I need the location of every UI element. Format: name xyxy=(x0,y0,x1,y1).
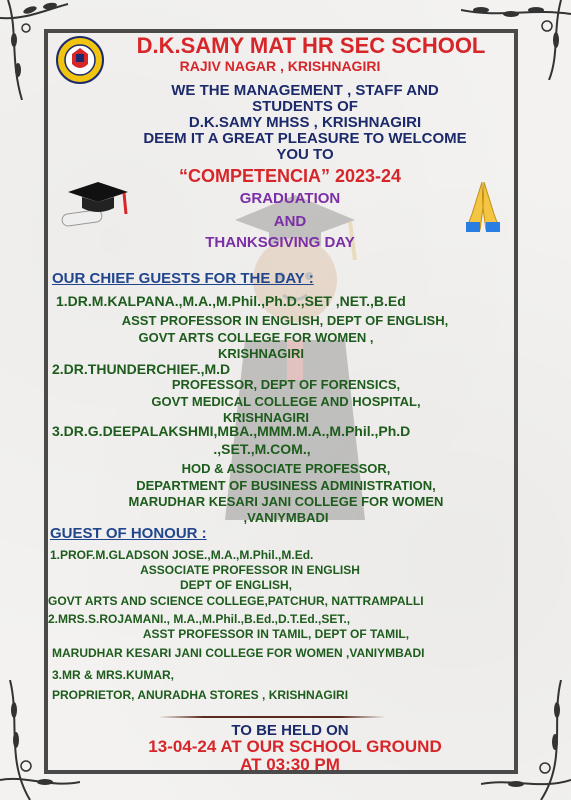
guest-detail: KRISHNAGIRI xyxy=(223,410,309,425)
welcome-line: D.K.SAMY MHSS , KRISHNAGIRI xyxy=(188,114,422,131)
event-title-line: GRADUATION xyxy=(239,190,341,207)
event-name: “COMPETENCIA” 2023-24 xyxy=(178,166,402,186)
held-on-text: TO BE HELD ON xyxy=(231,722,349,739)
guest-name: 1.DR.M.KALPANA.,M.A.,M.Phil.,Ph.D.,SET ,NET.,B.Ed xyxy=(56,293,406,309)
honour-detail: ASST PROFESSOR IN TAMIL, DEPT OF TAMIL, xyxy=(142,627,410,641)
honour-detail: DEPT OF ENGLISH, xyxy=(179,578,292,592)
praying-hands-icon xyxy=(466,178,500,239)
honour-name: 1.PROF.M.GLADSON JOSE.,M.A.,M.Phil.,M.Ed. xyxy=(50,548,314,562)
guest-detail: ,VANIYMBADI xyxy=(243,510,329,525)
guest-detail: GOVT ARTS COLLEGE FOR WOMEN , xyxy=(138,330,374,345)
graduation-cap-icon xyxy=(58,178,130,239)
guest-detail: HOD & ASSOCIATE PROFESSOR, xyxy=(181,461,391,476)
guest-detail: MARUDHAR KESARI JANI COLLEGE FOR WOMEN xyxy=(128,494,444,509)
event-date: 13-04-24 AT OUR SCHOOL GROUND xyxy=(148,737,442,756)
event-time: AT 03:30 PM xyxy=(240,755,340,774)
guest-detail: KRISHNAGIRI xyxy=(218,346,304,361)
divider xyxy=(158,716,386,718)
honour-detail: MARUDHAR KESARI JANI COLLEGE FOR WOMEN ,VANIYMBADI xyxy=(52,646,425,660)
guest-name: 3.DR.G.DEEPALAKSHMI,MBA.,MMM.M.A.,M.Phil.,Ph.D xyxy=(52,423,411,439)
chief-guests-heading: OUR CHIEF GUESTS FOR THE DAY : xyxy=(52,270,314,287)
welcome-line: YOU TO xyxy=(276,146,334,163)
floral-corner-icon xyxy=(481,680,571,800)
honour-name: 2.MRS.S.ROJAMANI., M.A.,M.Phil.,B.Ed.,D.T.Ed.,SET., xyxy=(48,612,351,626)
honour-detail: GOVT ARTS AND SCIENCE COLLEGE,PATCHUR, NATTRAMPALLI xyxy=(48,594,424,608)
guest-detail: PROFESSOR, DEPT OF FORENSICS, xyxy=(171,377,401,392)
welcome-line: DEEM IT A GREAT PLEASURE TO WELCOME xyxy=(143,130,467,147)
welcome-line: WE THE MANAGEMENT , STAFF AND xyxy=(171,82,439,99)
guest-name: 2.DR.THUNDERCHIEF.,M.D xyxy=(52,361,231,377)
honour-detail: PROPRIETOR, ANURADHA STORES , KRISHNAGIRI xyxy=(52,688,349,702)
honour-detail: ASSOCIATE PROFESSOR IN ENGLISH xyxy=(140,563,360,577)
guest-detail: ASST PROFESSOR IN ENGLISH, DEPT OF ENGLISH, xyxy=(121,313,449,328)
school-name: D.K.SAMY MAT HR SEC SCHOOL xyxy=(136,33,486,58)
honour-name: 3.MR & MRS.KUMAR, xyxy=(52,668,174,682)
school-location: RAJIV NAGAR , KRISHNAGIRI xyxy=(179,58,381,74)
event-title-line: AND xyxy=(273,213,307,230)
welcome-line: STUDENTS OF xyxy=(252,98,358,115)
guest-detail: GOVT MEDICAL COLLEGE AND HOSPITAL, xyxy=(151,394,421,409)
guest-name: .,SET.,M.COM., xyxy=(213,441,311,457)
event-title-line: THANKSGIVING DAY xyxy=(205,234,355,251)
guest-detail: DEPARTMENT OF BUSINESS ADMINISTRATION, xyxy=(136,478,436,493)
school-logo-icon xyxy=(56,36,104,84)
guest-of-honour-heading: GUEST OF HONOUR : xyxy=(50,525,207,542)
